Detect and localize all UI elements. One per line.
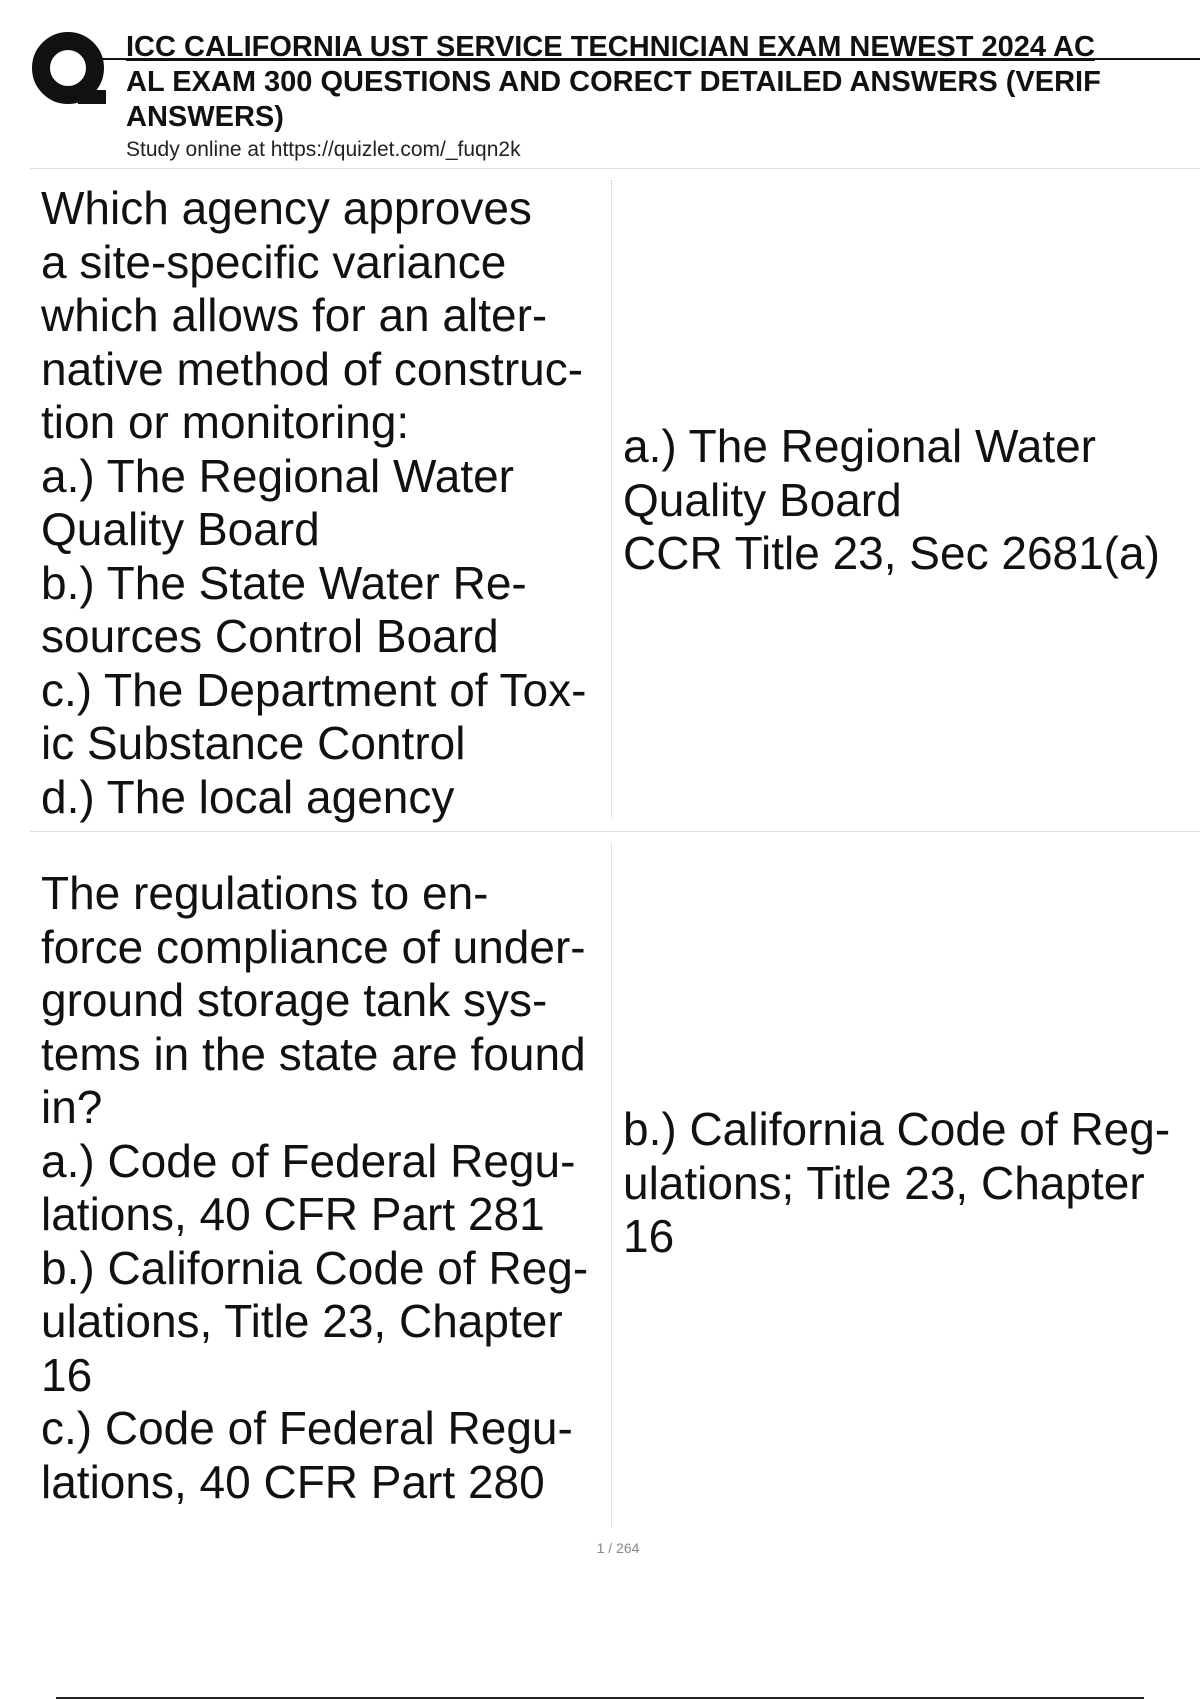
header-divider <box>30 168 1200 169</box>
question-line: ic Substance Control <box>41 717 466 769</box>
page-number: 1 / 264 <box>596 1540 640 1556</box>
title-line: ANSWERS) <box>126 101 284 133</box>
flashcard-question <box>41 182 616 824</box>
question-line: a.) The Regional Water <box>41 449 515 502</box>
answer-line: b.) California Code of Reg- <box>623 1103 1171 1155</box>
document-title <box>126 30 1200 135</box>
question-line: lations, 40 CFR Part 281 <box>41 1188 545 1240</box>
answer-line: a.) The Regional Water <box>623 420 1097 472</box>
question-line: The regulations to en- <box>41 867 489 919</box>
page-header <box>0 0 1200 168</box>
question-line: ground storage tank sys- <box>41 974 548 1026</box>
answer-line: ulations; Title 23, Chapter <box>623 1156 1145 1209</box>
page-bottom-divider <box>56 1697 1144 1699</box>
answer-line: Quality Board <box>623 473 902 526</box>
question-line: Quality Board <box>41 503 320 555</box>
question-line: ulations, Title 23, Chapter <box>41 1295 563 1347</box>
question-line: 16 <box>41 1348 93 1401</box>
question-line: b.) California Code of Reg- <box>41 1241 589 1294</box>
question-line: a.) Code of Federal Regu- <box>41 1134 576 1187</box>
question-line: Which agency approves <box>41 182 532 234</box>
title-line: AL EXAM 300 QUESTIONS AND CORECT DETAILED ANSWERS (VERIF <box>126 66 1101 98</box>
question-line: b.) The State Water Re- <box>41 556 527 609</box>
study-online-link[interactable]: Study online at https://quizlet.com/_fuqn2k <box>126 138 521 161</box>
answer-line: 16 <box>623 1210 675 1262</box>
question-line: d.) The local agency <box>41 770 455 823</box>
title-line: ICC CALIFORNIA UST SERVICE TECHNICIAN EXAM NEWEST 2024 AC <box>126 31 1095 63</box>
question-line: in? <box>41 1081 103 1133</box>
flashcard <box>30 843 1200 1533</box>
question-line: tion or monitoring: <box>41 396 410 448</box>
question-line: force compliance of under- <box>41 920 586 973</box>
question-line: lations, 40 CFR Part 280 <box>41 1455 545 1508</box>
flashcard-answer <box>623 420 1200 581</box>
flashcard-answer <box>623 1103 1200 1264</box>
question-line: a site-specific variance <box>41 235 507 288</box>
question-line: tems in the state are found <box>41 1027 586 1080</box>
question-line: c.) Code of Federal Regu- <box>41 1402 573 1454</box>
question-line: native method of construc- <box>41 342 584 395</box>
question-line: c.) The Department of Tox- <box>41 663 587 716</box>
question-line: sources Control Board <box>41 610 499 662</box>
answer-line: CCR Title 23, Sec 2681(a) <box>623 527 1160 579</box>
quizlet-logo-icon <box>30 30 110 114</box>
question-line: which allows for an alter- <box>41 289 548 341</box>
flashcard <box>30 180 1200 830</box>
flashcard-question <box>41 867 616 1509</box>
card-divider <box>30 831 1200 832</box>
